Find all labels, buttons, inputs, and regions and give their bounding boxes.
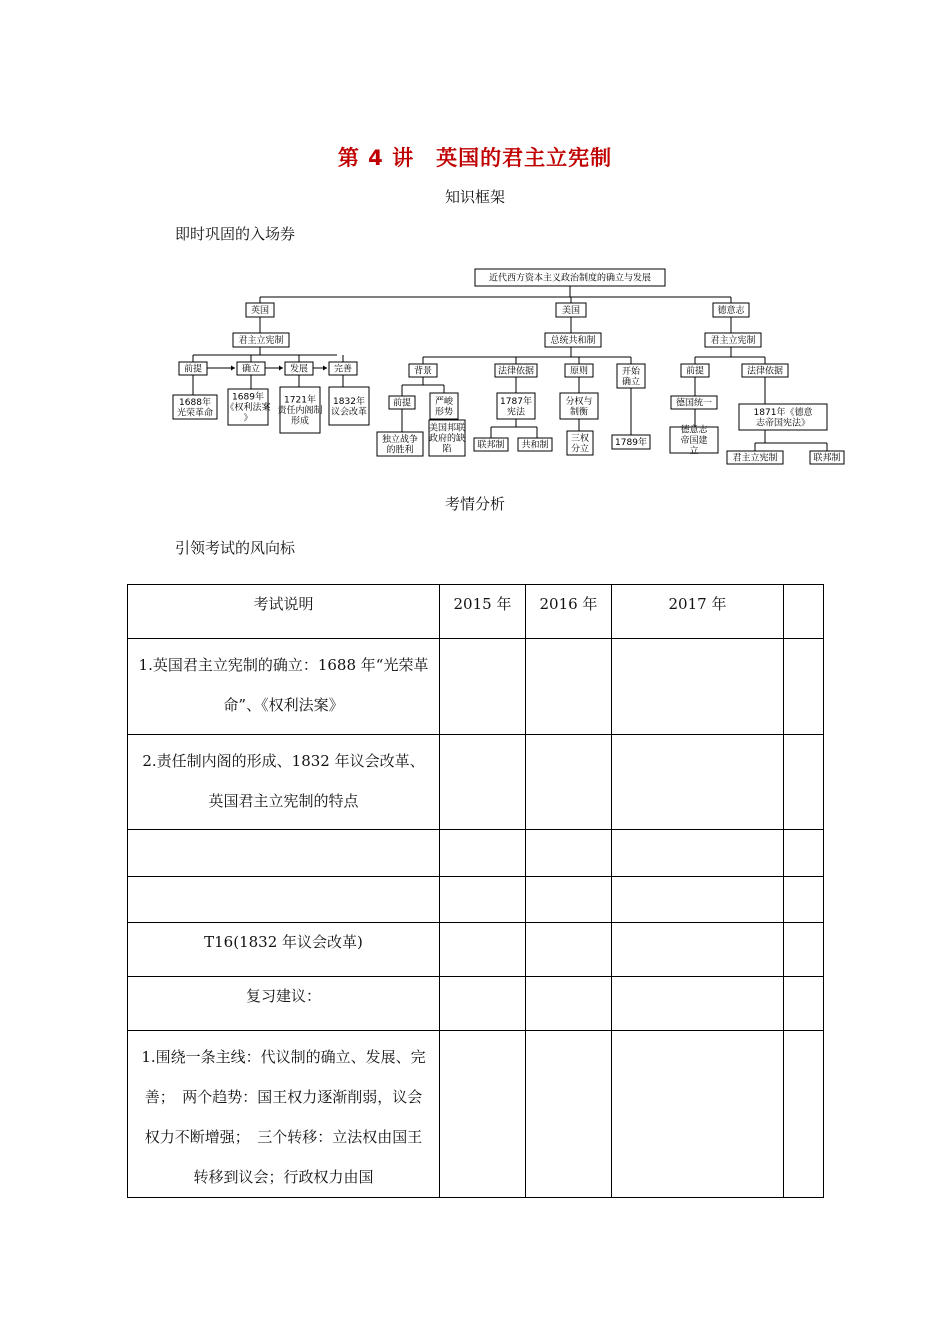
arrow-head xyxy=(231,366,235,371)
node-us-principle-label: 分权与 xyxy=(565,396,593,407)
node-us-principle-child-label: 三权 xyxy=(570,433,590,444)
node-us-law-label: 1787年 xyxy=(500,396,532,407)
node-uk-stage-label: 发展 xyxy=(289,364,309,375)
node-us-background-premise xyxy=(389,396,415,409)
exam-label: 引领考试的风向标 xyxy=(175,539,296,557)
intro-label: 即时巩固的入场券 xyxy=(175,225,296,243)
table-row xyxy=(128,977,824,1031)
node-us-background-detail-label: 陷 xyxy=(442,444,452,455)
page-title: 第 4 讲 英国的君主立宪制 xyxy=(337,146,613,170)
knowledge-framework-diagram xyxy=(165,265,855,475)
node-us-branch xyxy=(617,364,645,388)
node-germany xyxy=(713,303,749,317)
node-uk-detail xyxy=(225,389,270,425)
node-us-background-detail-label: 的胜利 xyxy=(386,445,414,456)
node-uk-detail-label: 责任内阁制 xyxy=(277,406,323,416)
node-us-law-label: 宪法 xyxy=(506,407,526,418)
node-de-law-child xyxy=(727,451,783,464)
node-de-law-child-label: 联邦制 xyxy=(813,453,841,464)
header-extra xyxy=(784,585,823,591)
node-de-system-label: 君主立宪制 xyxy=(710,336,756,346)
header-2016: 2016 年 xyxy=(539,595,598,613)
row-text: 2.责任制内阁的形成、1832 年议会改革、英国君主立宪制的特点 xyxy=(142,752,425,810)
node-de-premise-child xyxy=(670,424,718,457)
node-us-law xyxy=(497,393,535,419)
node-uk-detail-label: 1689年 xyxy=(232,392,264,403)
node-us-background-situation xyxy=(430,393,458,419)
row-text xyxy=(128,877,439,883)
node-uk-detail-label: 》 xyxy=(243,413,253,424)
node-uk-system-label: 君主立宪制 xyxy=(238,336,284,346)
node-uk-detail xyxy=(277,387,322,433)
review-suggestion-label: 复习建议： xyxy=(245,987,321,1005)
node-us-branch-label: 背景 xyxy=(413,366,433,377)
node-us-background-situation-label: 严峻 xyxy=(434,396,454,407)
node-us-system-label: 总统共和制 xyxy=(550,336,596,346)
node-us-principle-child-label: 分立 xyxy=(570,444,590,455)
node-uk-system xyxy=(233,333,289,347)
framework-heading: 知识框架 xyxy=(444,188,505,206)
node-us-background-detail xyxy=(377,432,423,456)
node-de-system xyxy=(705,333,761,347)
table-row xyxy=(128,735,824,830)
node-uk-stage xyxy=(285,362,313,375)
node-uk-detail-label: 1688年 xyxy=(179,397,211,408)
node-de-premise-label xyxy=(681,364,709,377)
node-us-law-child xyxy=(518,438,552,451)
node-us-start-label: 1789年 xyxy=(615,438,647,448)
node-de-premise-child-label: 德意志 xyxy=(680,425,708,436)
node-uk-stage-label: 确立 xyxy=(241,364,261,375)
node-root-label: 近代西方资本主义政治制度的确立与发展 xyxy=(488,273,652,284)
header-2017: 2017 年 xyxy=(668,595,727,613)
node-uk-stage-label: 完善 xyxy=(333,364,353,375)
node-us-background-detail-label: 美国邦联 xyxy=(428,423,466,434)
node-de-law-label xyxy=(742,364,788,377)
node-us-principle xyxy=(560,393,598,419)
node-us-branch-label: 原则 xyxy=(569,366,589,377)
node-de-law-label: 志帝国宪法》 xyxy=(755,418,811,429)
node-us-law-child xyxy=(474,438,508,451)
node-de-premise xyxy=(671,396,717,409)
node-us-branch-label: 确立 xyxy=(621,377,641,388)
table-row xyxy=(128,877,824,923)
node-us-law-child-label: 共和制 xyxy=(521,440,549,451)
node-us-branch-label: 开始 xyxy=(621,366,641,377)
node-uk-detail xyxy=(173,395,217,419)
node-de-premise-child-label: 立 xyxy=(689,446,699,457)
node-uk-detail-label: 光荣革命 xyxy=(176,408,214,419)
arrow-head xyxy=(279,366,283,371)
node-us-background-situation-label: 形势 xyxy=(434,407,454,418)
node-uk-detail-label: 议会改革 xyxy=(330,407,368,418)
node-de-premise-child-label: 帝国建 xyxy=(680,436,708,446)
node-us-branch xyxy=(495,364,537,377)
node-us-principle-child xyxy=(567,431,593,455)
row-text xyxy=(128,830,439,836)
table-row xyxy=(128,923,824,977)
node-de-premise-label-label: 前提 xyxy=(685,366,705,377)
review-suggestion-text: 1.围绕一条主线：代议制的确立、发展、完善； 两个趋势：国王权力逐渐削弱，议会权力不断增强； 三个转移：立法权由国王转移到议会；行政权力由国 xyxy=(141,1048,426,1186)
arrow-head xyxy=(323,366,327,371)
table-row xyxy=(128,639,824,735)
row-text: 1.英国君主立宪制的确立：1688 年“光荣革命”、《权利法案》 xyxy=(138,656,429,714)
row-text: T16(1832 年议会改革) xyxy=(204,933,363,951)
node-de-law xyxy=(739,404,827,430)
analysis-heading: 考情分析 xyxy=(444,495,505,513)
node-uk-detail xyxy=(329,387,369,425)
node-us-background-detail-label: 独立战争 xyxy=(381,434,419,445)
node-us-principle-label: 制衡 xyxy=(569,407,589,418)
node-us-label: 美国 xyxy=(561,306,581,316)
node-us-branch-label: 法律依据 xyxy=(497,366,535,377)
node-de-premise-label: 德国统一 xyxy=(675,398,713,409)
node-root xyxy=(475,269,665,286)
node-germany-label: 德意志 xyxy=(717,306,745,316)
node-us-background-detail-label: 政府的缺 xyxy=(428,434,466,444)
node-uk-stage-label: 前提 xyxy=(183,364,203,375)
node-uk-stage xyxy=(329,362,357,375)
header-2015: 2015 年 xyxy=(453,595,512,613)
header-exam-description: 考试说明 xyxy=(253,595,314,613)
table-header-row xyxy=(128,585,824,639)
node-uk-stage xyxy=(179,362,207,375)
node-uk-detail-label: 1721年 xyxy=(284,395,316,406)
node-de-law-child xyxy=(810,451,844,464)
node-us-law-child-label: 联邦制 xyxy=(477,440,505,451)
node-us-branch xyxy=(409,364,437,377)
node-us-background-detail xyxy=(429,420,465,456)
node-de-law-child-label: 君主立宪制 xyxy=(732,453,778,464)
node-uk-stage xyxy=(237,362,265,375)
node-uk-detail-label: 形成 xyxy=(290,416,310,427)
exam-analysis-table xyxy=(127,584,824,1198)
node-us-branch xyxy=(565,364,593,377)
node-us xyxy=(556,303,586,317)
node-uk-detail-label: 《权利法案 xyxy=(225,403,271,413)
node-uk-label: 英国 xyxy=(250,306,270,316)
node-de-law-label-label: 法律依据 xyxy=(746,366,784,377)
node-us-system xyxy=(545,333,601,347)
node-uk-detail-label: 1832年 xyxy=(333,396,365,407)
node-us-start xyxy=(612,435,650,449)
node-de-law-label: 1871年《德意 xyxy=(753,407,813,418)
table-row xyxy=(128,830,824,877)
node-uk xyxy=(246,303,274,317)
table-row xyxy=(128,1031,824,1198)
node-us-background-premise-label: 前提 xyxy=(392,398,412,409)
